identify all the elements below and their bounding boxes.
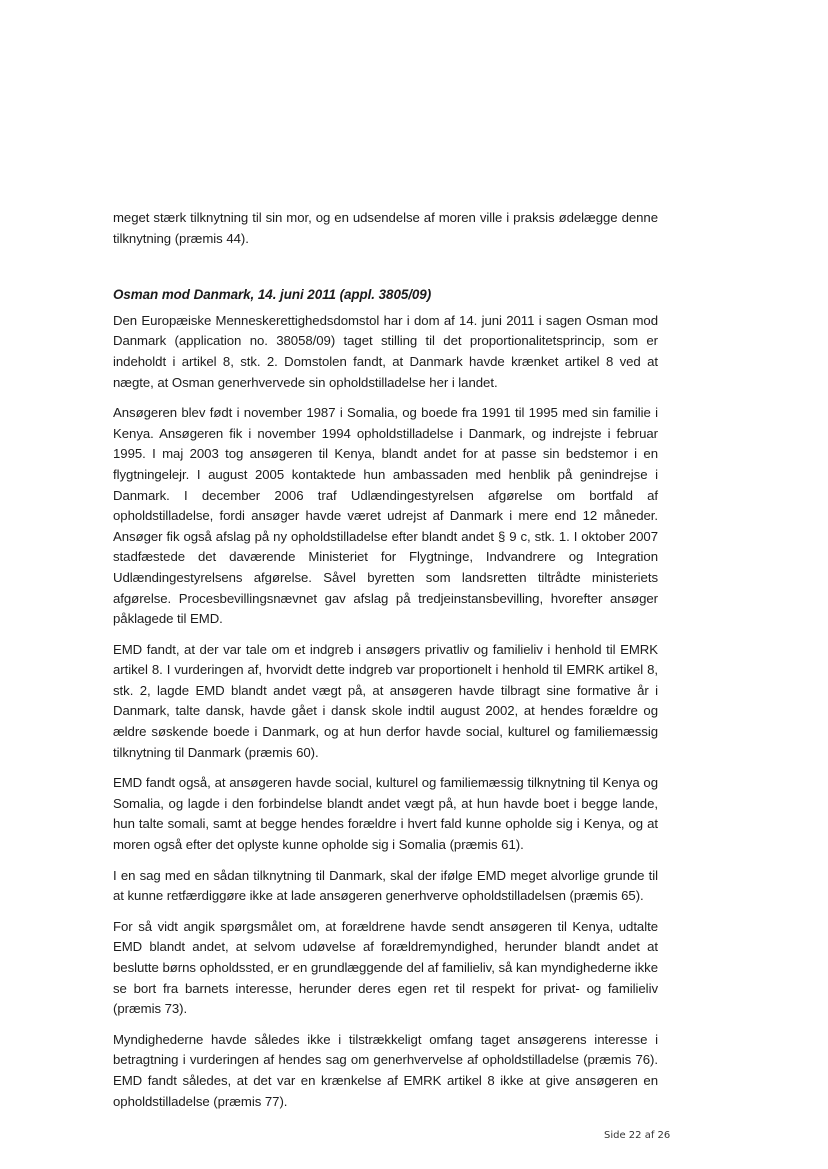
paragraph-emd-dk-ties: EMD fandt, at der var tale om et indgreb i ansøgers privatliv og familieliv i henhold til EMRK artikel 8. I vurderingen af, hvorvidt dette indgreb var proportionelt i henhold til EMRK artikel 8, stk. 2, lagde EMD blandt andet vægt på, at ansøgeren havde tilbragt sine formative år i Danmark, talte dansk, havde gået i dansk skole indtil august 2002, at hendes forældre og ældre søskende boede i Danmark, og at hun derfor havde social, kulturel og familiemæssig tilknytning til Danmark (præmis 60). [113, 641, 658, 760]
case-heading: Osman mod Danmark, 14. juni 2011 (appl. 3805/09) [113, 287, 432, 303]
paragraph-intro: Den Europæiske Menneskerettighedsdomstol har i dom af 14. juni 2011 i sagen Osman mod Danmark (application no. 38058/09) taget stilling til det proportionalitetsprincip, som er indeholdt i artikel 8, stk. 2. Domstolen fandt, at Danmark havde krænket artikel 8 ved at nægte, at Osman generhvervede sin opholdstilladelse her i landet. [113, 312, 658, 390]
paragraph-facts: Ansøgeren blev født i november 1987 i Somalia, og boede fra 1991 til 1995 med sin familie i Kenya. Ansøgeren fik i november 1994 opholdstilladelse i Danmark, og indrejste i februar 1995. I maj 2003 tog ansøgeren til Kenya, blandt andet for at passe sin bedstemor i en flygtningelejr. I august 2005 kontaktede hun ambassaden med henblik på genindrejse i Danmark. I december 2006 traf Udlændingestyrelsen afgørelse om bortfald af opholdstilladelse, fordi ansøger havde været udrejst af Danmark i mere end 12 måneder. Ansøger fik også afslag på ny opholdstilladelse efter blandt andet § 9 c, stk. 1. I oktober 2007 stadfæstede det daværende Ministeriet for Flygtninge, Indvandrere og Integration Udlændingestyrelsens afgørelse. Såvel byretten som landsretten tiltrådte ministeriets afgørelse. Procesbevillingsnævnet gav afslag på tredjeinstansbevilling, hvorefter ansøger påklagede til EMD. [113, 405, 658, 627]
paragraph-conclusion: Myndighederne havde således ikke i tilstrækkeligt omfang taget ansøgerens interesse i betragtning i vurderingen af hendes sag om generhvervelse af opholdstilladelse (præmis 76). EMD fandt således, at det var en krænkelse af EMRK artikel 8 ikke at give ansøgeren en opholdstilladelse (præmis 77). [113, 1031, 658, 1109]
page-number: Side 22 af 26 [604, 1130, 671, 1141]
paragraph-serious-grounds: I en sag med en sådan tilknytning til Danmark, skal der ifølge EMD meget alvorlige grunde til at kunne retfærdiggøre ikke at lade ansøgeren generhverve opholdstilladelsen (præmis 65). [113, 867, 658, 904]
paragraph-parental-authority: For så vidt angik spørgsmålet om, at forældrene havde sendt ansøgeren til Kenya, udtalte EMD blandt andet, at selvom udøvelse af forældremyndighed, herunder blandt andet at beslutte børns opholdssted, er en grundlæggende del af familieliv, så kan myndighederne ikke se bort fra barnets interesse, herunder deres egen ret til respekt for privat- og familieliv (præmis 73). [113, 918, 658, 1017]
paragraph-emd-kenya-ties: EMD fandt også, at ansøgeren havde social, kulturel og familiemæssig tilknytning til Kenya og Somalia, og lagde i den forbindelse blandt andet vægt på, at hun havde boet i begge lande, hun talte somali, samt at begge hendes forældre i hvert fald kunne opholde sig i Kenya, og at moren også efter det oplyste kunne opholde sig i Somalia (præmis 61). [113, 775, 658, 853]
continuation-paragraph: meget stærk tilknytning til sin mor, og en udsendelse af moren ville i praksis ødelægge denne tilknytning (præmis 44). [113, 210, 658, 246]
document-body [113, 208, 658, 1112]
